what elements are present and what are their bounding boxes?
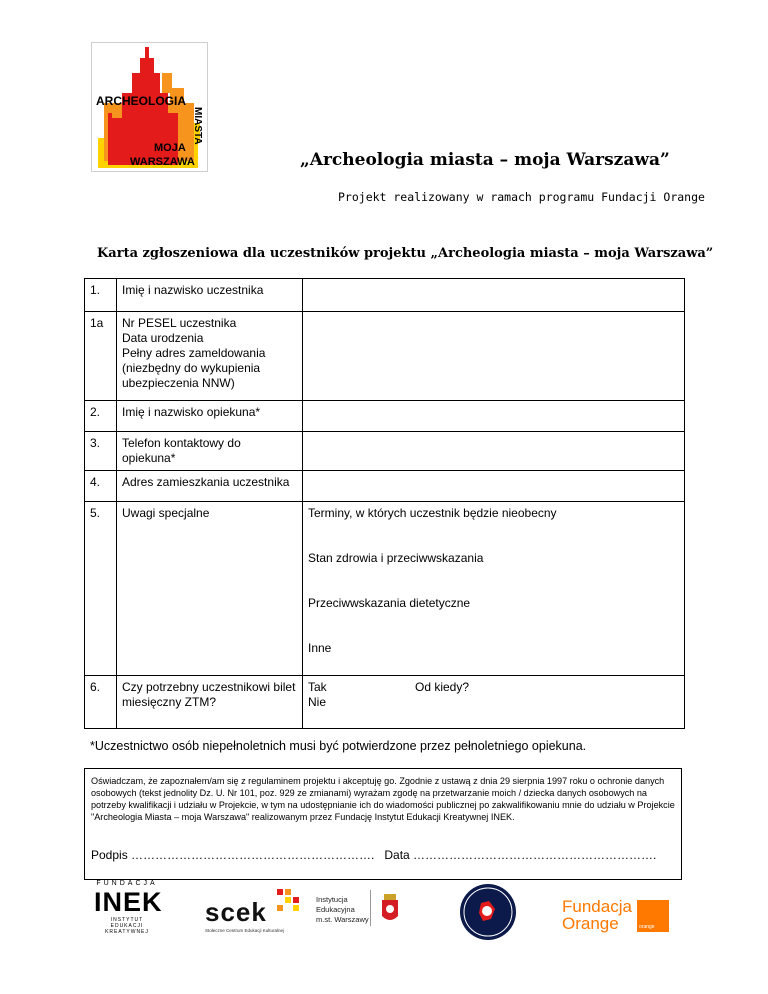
orange-box-label: orange (639, 924, 655, 930)
warsaw-crest-icon (378, 892, 402, 926)
label-line: Pełny adres zameldowania (122, 346, 266, 360)
pesel-address-field[interactable] (303, 312, 685, 401)
notes-item: Stan zdrowia i przeciwwskazania (308, 551, 484, 565)
row-number: 4. (85, 471, 117, 502)
logo-word-archeologia: ARCHEOLOGIA (96, 94, 186, 108)
row-label: Telefon kontaktowy do opiekuna* (117, 432, 303, 471)
signature-line (91, 849, 656, 861)
inek-word: INEK (94, 887, 163, 917)
row-label: Imię i nazwisko uczestnika (117, 279, 303, 312)
table-row (85, 401, 685, 432)
table-row (85, 676, 685, 729)
row-number: 2. (85, 401, 117, 432)
notes-item: Przeciwwskazania dietetyczne (308, 596, 471, 610)
row-label: Adres zamieszkania uczestnika (117, 471, 303, 502)
option-no[interactable]: Nie (308, 695, 327, 709)
page-subtitle: Projekt realizowany w ramach programu Fundacji Orange (338, 190, 705, 204)
row-number: 6. (85, 676, 117, 729)
institution-label (316, 895, 369, 925)
institution-line: Edukacyjna (316, 905, 355, 914)
inek-top: FUNDACJA (96, 880, 158, 887)
row-label: Uwagi specjalne (117, 502, 303, 676)
registration-table (84, 278, 685, 729)
round-badge-icon (459, 883, 517, 941)
inek-line: INSTYTUT EDUKACJI (110, 917, 144, 929)
table-row (85, 312, 685, 401)
page-title: „Archeologia miasta – moja Warszawa” (300, 150, 670, 170)
table-row (85, 471, 685, 502)
institution-line: m.st. Warszawy (316, 915, 369, 924)
institution-line: Instytucja (316, 895, 348, 904)
declaration-text: Oświadczam, że zapoznałem/am się z regulaminem projektu i akceptuję go. Zgodnie z ustawą z dnia 29 sierpnia 1997 roku o ochronie danych osobowych (tekst jednolity Dz. U. Nr 101, poz. 929 ze zmianami) wyrażam zgodę na przetwarzanie moich / dziecka danych osobowych na potrzeby kwalifikacji i udziału w Projekcie, w tym na udostępnianie ich do wiadomości publicznej po zakwalifikowaniu mnie do udziału w Projekcie "Archeologia Miasta – moja Warszawa" realizowanym przez Fundację Instytut Edukacji Kreatywnej INEK. (91, 776, 675, 822)
declaration-box (84, 768, 682, 880)
label-line: miesięczny ZTM? (122, 695, 217, 709)
scek-logo (205, 887, 305, 935)
label-line: ubezpieczenia NNW) (122, 376, 235, 390)
signature-field[interactable]: Podpis ……………………………………………………. (91, 848, 375, 862)
scek-squares-icon (277, 889, 299, 911)
inek-logo (94, 880, 163, 940)
orange-line: Orange (562, 914, 619, 933)
label-line: Data urodzenia (122, 331, 204, 345)
row-number: 1. (85, 279, 117, 312)
label-line: (niezbędny do wykupienia (122, 361, 261, 375)
scek-word: scek (205, 897, 267, 927)
row-number: 5. (85, 502, 117, 676)
scek-sub: Stołeczne Centrum Edukacji Kulturalnej (205, 928, 285, 933)
notes-item: Terminy, w których uczestnik będzie nieobecny (308, 506, 557, 520)
special-notes-field[interactable] (303, 502, 685, 676)
guardian-name-field[interactable] (303, 401, 685, 432)
label-line: Czy potrzebny uczestnikowi bilet (122, 680, 296, 694)
form-heading: Karta zgłoszeniowa dla uczestników projektu „Archeologia miasta – moja Warszawa” (97, 246, 714, 261)
logo-word-moja: MOJA (154, 142, 186, 154)
since-when-label: Od kiedy? (415, 680, 470, 694)
table-row (85, 502, 685, 676)
notes-item: Inne (308, 641, 332, 655)
row-label (117, 676, 303, 729)
guardian-phone-field[interactable] (303, 432, 685, 471)
participant-address-field[interactable] (303, 471, 685, 502)
orange-logo-icon (637, 900, 669, 932)
row-number: 3. (85, 432, 117, 471)
ztm-ticket-field[interactable] (303, 676, 685, 729)
minors-note: *Uczestnictwo osób niepełnoletnich musi być potwierdzone przez pełnoletniego opiekuna. (90, 739, 587, 753)
label-line: Nr PESEL uczestnika (122, 316, 237, 330)
table-row (85, 279, 685, 312)
fundacja-orange-text (562, 898, 632, 932)
date-field[interactable]: Data ……………………………………………………. (384, 848, 657, 862)
row-label (117, 312, 303, 401)
option-yes[interactable]: Tak (308, 680, 327, 694)
row-number: 1a (85, 312, 117, 401)
logo-word-warszawa: WARSZAWA (130, 156, 195, 168)
row-label: Imię i nazwisko opiekuna* (117, 401, 303, 432)
table-row (85, 432, 685, 471)
project-logo (91, 42, 208, 172)
divider (370, 890, 371, 926)
inek-line: KREATYWNEJ (105, 929, 149, 935)
orange-line: Fundacja (562, 897, 632, 916)
participant-name-field[interactable] (303, 279, 685, 312)
logo-word-miasta: MIASTA (192, 107, 203, 145)
